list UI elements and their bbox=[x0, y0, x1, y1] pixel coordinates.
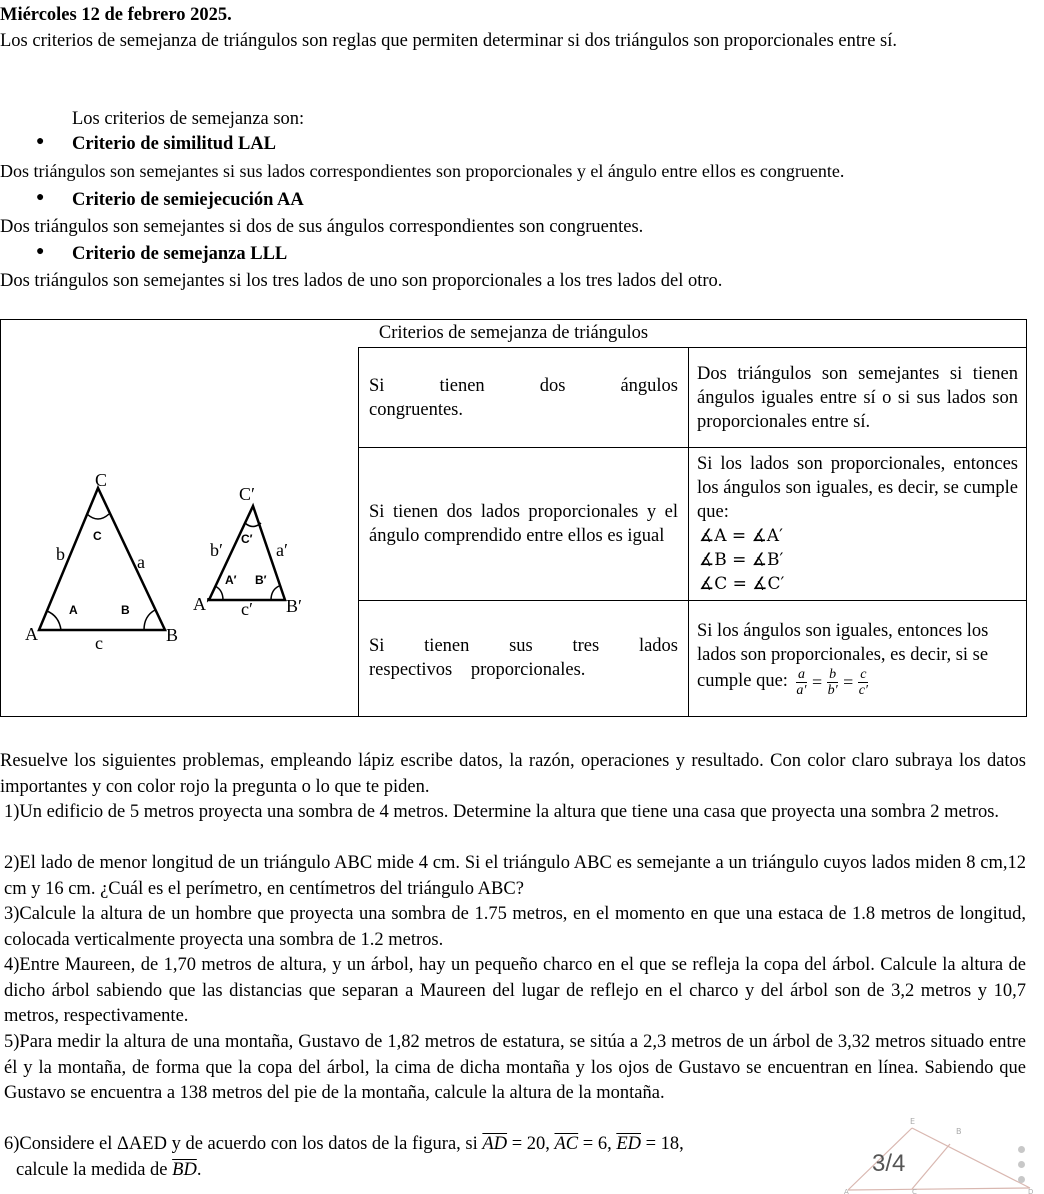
problem-text: Calcule la altura de un hombre que proyecta una sombra de 1.75 metros, en el momento en que una estaca de 1.8 metros de longitud, colocada verticalmente proyecta una sombra de 1.2 metros. bbox=[4, 904, 1026, 950]
problem-number: 5) bbox=[4, 1032, 20, 1052]
figure-label: B bbox=[956, 1127, 962, 1136]
value-ad: = 20, bbox=[507, 1134, 555, 1154]
equals-sign: = bbox=[811, 671, 823, 692]
side-label: c′ bbox=[241, 598, 253, 619]
side-label: b bbox=[56, 543, 65, 564]
table-title: Criterios de semejanza de triángulos bbox=[1, 320, 1027, 348]
angle-label: C bbox=[93, 528, 102, 543]
condition-text: Si tienen dos ángulos congruentes. bbox=[369, 375, 678, 420]
equation: ∡C = ∡C′ bbox=[699, 574, 785, 594]
period: . bbox=[196, 1159, 202, 1180]
result-text: Si los ángulos son iguales, entonces los lados son proporcionales, es decir, si se cumple que: bbox=[697, 620, 989, 692]
problem-text: El lado de menor longitud de un triángulo ABC mide 4 cm. Si el triángulo ABC es semejante a un triángulo cuyos lados miden 8 cm,12 cm y 16 cm. ¿Cuál es el perímetro, en centímetros del triángulo ABC? bbox=[4, 853, 1026, 899]
figure-label: D bbox=[1028, 1188, 1034, 1194]
problem-item bbox=[4, 902, 1026, 953]
ratio-equation bbox=[796, 667, 869, 698]
criterion-title: Criterio de semiejecución AA bbox=[72, 190, 304, 210]
angle-label: A′ bbox=[225, 572, 237, 587]
figure-label: C bbox=[912, 1188, 917, 1194]
criteria-table bbox=[0, 319, 1027, 717]
instructions-paragraph: Resuelve los siguientes problemas, empleando lápiz escribe datos, la razón, operaciones y resultado. Con color claro subraya los datos importantes y con color rojo la pregunta o lo que te piden. bbox=[0, 751, 1026, 797]
angle-arc-b bbox=[144, 610, 155, 630]
dot-icon bbox=[1018, 1176, 1025, 1183]
problem-item bbox=[4, 1132, 824, 1183]
problem-item bbox=[4, 1030, 1026, 1107]
vertex-label: C′ bbox=[239, 483, 255, 504]
criterion-text: Dos triángulos son semejantes si los tres lados de uno son proporcionales a los tres lados del otro. bbox=[0, 271, 723, 291]
criterion-text: Dos triángulos son semejantes si sus lados correspondientes son proporcionales y el ángulo entre ellos es congruente. bbox=[0, 161, 845, 181]
problem-number: 3) bbox=[4, 904, 20, 924]
angle-arc-c bbox=[87, 514, 109, 519]
segment-line bbox=[912, 1128, 1030, 1188]
fraction bbox=[858, 667, 868, 698]
bullet-icon: ● bbox=[36, 190, 45, 205]
page-indicator: 3/4 bbox=[872, 1150, 906, 1177]
numerator: a bbox=[797, 666, 805, 682]
dot-icon bbox=[1018, 1146, 1025, 1153]
condition-text: Si tienen sus tres lados respectivos proporcionales. bbox=[369, 636, 678, 681]
triangles-figure bbox=[1, 348, 359, 717]
result-text: Dos triángulos son semejantes si tienen ángulos iguales entre sí o si sus lados son proporcionales entre sí. bbox=[697, 363, 1019, 432]
equation: ∡B = ∡B′ bbox=[699, 550, 784, 570]
equation: ∡A = ∡A′ bbox=[699, 526, 783, 546]
vertex-label: A′ bbox=[193, 593, 210, 614]
table-cell bbox=[359, 448, 689, 600]
table-cell bbox=[689, 348, 1027, 448]
problem-number: 1) bbox=[4, 802, 20, 822]
problem-6-figure bbox=[840, 1104, 1040, 1194]
fraction bbox=[827, 667, 838, 698]
problem-item bbox=[4, 800, 1026, 826]
table-cell bbox=[689, 448, 1027, 600]
problem-number: 2) bbox=[4, 853, 20, 873]
numerator: b bbox=[829, 666, 837, 682]
vertex-label: B bbox=[166, 624, 179, 645]
denominator: a′ bbox=[796, 682, 807, 698]
table-cell bbox=[359, 348, 689, 448]
bullet-icon: ● bbox=[36, 244, 45, 259]
scroll-dots[interactable] bbox=[1017, 1146, 1027, 1194]
angle-arc-a-prime bbox=[215, 586, 223, 600]
denominator: b′ bbox=[827, 682, 838, 698]
angle-label: B bbox=[121, 602, 130, 617]
date-heading: Miércoles 12 de febrero 2025. bbox=[0, 5, 232, 25]
segment-line bbox=[848, 1188, 1030, 1190]
criterion-title: Criterio de semejanza LLL bbox=[72, 244, 288, 264]
problem-text: Considere el ΔAED y de acuerdo con los datos de la figura, si bbox=[19, 1134, 483, 1154]
problem-text: calcule la medida de bbox=[16, 1159, 173, 1180]
table-cell bbox=[359, 600, 689, 716]
criterion-title: Criterio de similitud LAL bbox=[72, 134, 277, 154]
angle-label: A bbox=[69, 602, 78, 617]
side-label: c bbox=[95, 632, 103, 653]
angle-label: C′ bbox=[241, 531, 253, 546]
result-text: Si los lados son proporcionales, entonces los ángulos son iguales, es decir, se cumple que: bbox=[697, 454, 1019, 522]
segment-ac: $\overline{AC}$ bbox=[554, 1134, 579, 1154]
figure-label: E bbox=[910, 1117, 916, 1126]
criterion-text: Dos triángulos son semejantes si dos de sus ángulos correspondientes son congruentes. bbox=[0, 217, 644, 237]
problem-number: 6) bbox=[4, 1134, 20, 1154]
condition-text: Si tienen dos lados proporcionales y el ángulo comprendido entre ellos es igual bbox=[369, 502, 678, 546]
problem-item bbox=[4, 953, 1026, 1030]
side-label: a bbox=[137, 551, 145, 572]
angle-arc-b-prime bbox=[271, 586, 279, 600]
angle-label: B′ bbox=[255, 572, 267, 587]
segment-ad: $\overline{AD}$ bbox=[482, 1134, 508, 1154]
dot-icon bbox=[1018, 1161, 1025, 1168]
side-label: a′ bbox=[276, 539, 288, 560]
side-label: b′ bbox=[210, 539, 223, 560]
segment-bd: $\overline{BD}$ bbox=[172, 1159, 197, 1180]
vertex-label: A bbox=[25, 623, 38, 644]
intro-paragraph: Los criterios de semejanza de triángulos son reglas que permiten determinar si dos triángulos son proporcionales entre sí. bbox=[0, 31, 897, 51]
fraction bbox=[796, 667, 807, 698]
table-cell bbox=[689, 600, 1027, 716]
segment-line bbox=[912, 1144, 950, 1189]
problem-text: Un edificio de 5 metros proyecta una sombra de 4 metros. Determine la altura que tiene una casa que proyecta una sombra 2 metros. bbox=[19, 802, 1000, 822]
vertex-label: C bbox=[95, 469, 108, 490]
equals-sign: = bbox=[843, 671, 854, 692]
angle-arc-a bbox=[47, 611, 61, 630]
figure-label: A bbox=[844, 1188, 849, 1194]
similar-triangles-diagram bbox=[1, 348, 357, 716]
numerator: c bbox=[860, 666, 867, 682]
problem-item bbox=[4, 851, 1026, 902]
segment-ed: $\overline{ED}$ bbox=[616, 1134, 641, 1154]
vertex-label: B′ bbox=[286, 595, 302, 616]
criteria-lead: Los criterios de semejanza son: bbox=[72, 109, 305, 129]
problem-text: Para medir la altura de una montaña, Gustavo de 1,82 metros de estatura, se sitúa a 2,3 metros de un árbol de 3,32 metros situado entre él y la montaña, de forma que la copa del árbol, la cima de dicha montaña y los ojos de Gustavo se encuentran en línea. Sabiendo que Gustavo se encuentra a 138 metros del pie de la montaña, calcule la altura de la montaña. bbox=[4, 1032, 1026, 1103]
value-ed: = 18, bbox=[641, 1134, 684, 1154]
value-ac: = 6, bbox=[578, 1134, 617, 1154]
denominator: c′ bbox=[858, 682, 868, 698]
bullet-icon: ● bbox=[36, 134, 45, 149]
problem-text: Entre Maureen, de 1,70 metros de altura, y un árbol, hay un pequeño charco en el que se refleja la copa del árbol. Calcule la altura de dicho árbol sabiendo que las distancias que separan a Maureen del lugar de reflejo en el charco y del árbol son de 3,2 metros y 10,7 metros, respectivamente. bbox=[4, 955, 1026, 1026]
problem-number: 4) bbox=[4, 955, 20, 975]
